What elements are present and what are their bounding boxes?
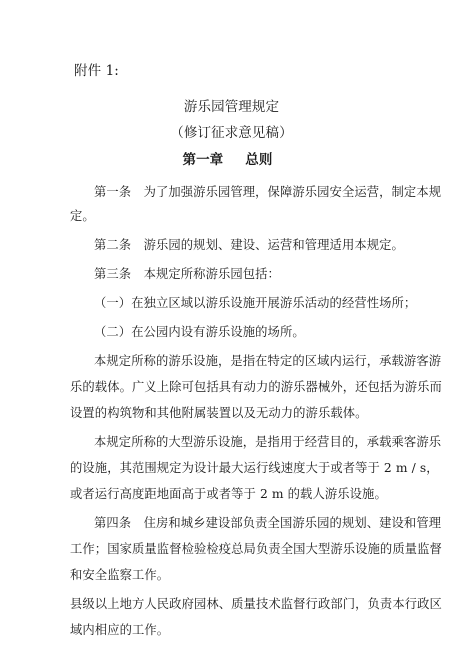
article-3-item-2: （二）在公园内设有游乐设施的场所。 xyxy=(94,325,305,339)
paragraph-large-rides-line-2: 的设施，其范围规定为设计最大运行线速度大于或者等于 2 m / s， xyxy=(70,461,439,475)
paragraph-rides-line-2: 乐的载体。广义上除可包括具有动力的游乐器械外，还包括为游乐而 xyxy=(70,380,442,394)
attachment-label: 附件 1: xyxy=(74,63,119,79)
paragraph-rides-line-1: 本规定所称的游乐设施，是指在特定的区域内运行，承载游客游 xyxy=(94,354,442,368)
paragraph-local-line-1: 县级以上地方人民政府园林、质量技术监督行政部门，负责本行政区 xyxy=(70,597,442,611)
chapter-number: 第一章 xyxy=(182,152,224,168)
article-2: 第二条 游乐园的规划、建设、运营和管理适用本规定。 xyxy=(94,238,404,252)
article-1-line-1: 第一条 为了加强游乐园管理，保障游乐园安全运营，制定本规 xyxy=(94,185,442,199)
paragraph-local-line-2: 域内相应的工作。 xyxy=(70,623,170,637)
paragraph-rides-line-3: 设置的构筑物和其他附属装置以及无动力的游乐载体。 xyxy=(70,406,368,420)
chapter-heading xyxy=(0,152,459,168)
article-3: 第三条 本规定所称游乐园包括： xyxy=(94,267,280,281)
article-4-line-3: 和安全监察工作。 xyxy=(70,568,170,582)
chapter-name: 总则 xyxy=(245,152,273,168)
article-4-line-2: 工作；国家质量监督检验检疫总局负责全国大型游乐设施的质量监督 xyxy=(70,542,442,556)
document-title: 游乐园管理规定 xyxy=(183,99,280,115)
paragraph-large-rides-line-3: 或者运行高度距地面高于或者等于 2 m 的载人游乐设施。 xyxy=(70,487,387,501)
article-1-line-2: 定。 xyxy=(70,209,95,223)
document-subtitle: （修订征求意见稿） xyxy=(170,125,293,141)
article-3-item-1: （一）在独立区域以游乐设施开展游乐活动的经营性场所； xyxy=(94,296,417,310)
paragraph-large-rides-line-1: 本规定所称的大型游乐设施，是指用于经营目的，承载乘客游乐 xyxy=(94,435,442,449)
article-4-line-1: 第四条 住房和城乡建设部负责全国游乐园的规划、建设和管理 xyxy=(94,516,442,530)
